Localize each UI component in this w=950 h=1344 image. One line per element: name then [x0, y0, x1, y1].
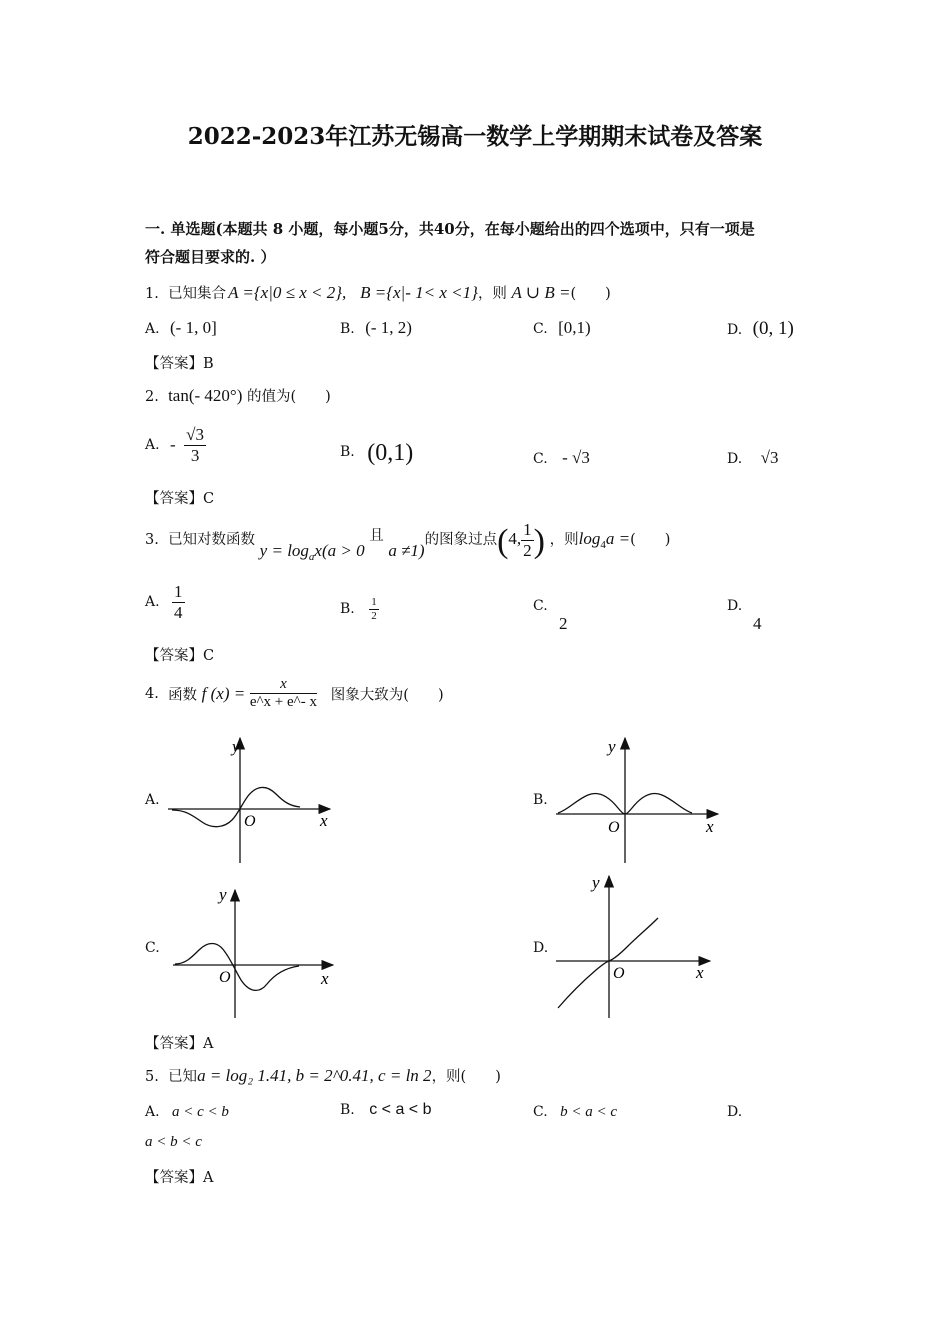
- section-header-cont: 符合题目要求的. ）: [145, 248, 276, 266]
- q4-option-b-label: B.: [533, 792, 548, 808]
- q3-answer: 【答案】C: [145, 648, 215, 664]
- q2-option-b: B. (0,1): [340, 440, 414, 466]
- q1-option-c: C. [0,1): [533, 318, 591, 337]
- question-5: 5. 已知a = log₂ 1.41, b = 2^0.41, c = ln 2，则( ): [145, 1066, 501, 1085]
- x-label: x: [696, 963, 704, 982]
- question-2: 2. tan(- 420°) 的值为( ): [145, 386, 331, 405]
- y-label: y: [219, 885, 227, 904]
- q5-answer: 【答案】A: [145, 1170, 214, 1186]
- y-label: y: [232, 737, 240, 756]
- y-label: y: [592, 873, 600, 892]
- q5-option-b: B. c < a < b: [340, 1101, 432, 1118]
- q4-graph-b: [548, 730, 728, 865]
- q2-option-c: C. - √3: [533, 448, 590, 467]
- q2-option-d: D. √3: [727, 448, 779, 467]
- origin-label: O: [608, 819, 620, 836]
- q5-option-d: a < b < c: [145, 1134, 202, 1150]
- x-label: x: [321, 969, 329, 988]
- q5-option-d-label: D.: [727, 1104, 743, 1120]
- q5-option-c: C. b < a < c: [533, 1104, 618, 1120]
- origin-label: O: [244, 813, 256, 830]
- q5-option-a: A. a < c < b: [145, 1104, 229, 1120]
- q3-option-c: C. 2: [533, 598, 568, 633]
- curve: [558, 918, 658, 1008]
- q4-option-d-label: D.: [533, 940, 549, 956]
- q4-graph-a: [160, 730, 340, 865]
- q2-answer: 【答案】C: [145, 491, 215, 507]
- question-1: 1. 已知集合 A ={x|0 ≤ x < 2}, B ={x|- 1< x <1}，则 A ∪ B =( ): [145, 283, 611, 302]
- q1-option-a: A. (- 1, 0]: [145, 318, 217, 337]
- q2-option-a: A. - $\frac{√3}{3}$: [145, 425, 204, 465]
- origin-label: O: [219, 969, 231, 986]
- origin-label: O: [613, 965, 625, 982]
- q4-option-c-label: C.: [145, 940, 160, 956]
- page-title: 2022-2023年江苏无锡高一数学上学期期末试卷及答案: [187, 123, 763, 150]
- section-header: 一. 单选题(本题共 8 小题，每小题5分，共40分，在每小题给出的四个选项中，只有一项是: [145, 220, 755, 238]
- x-label: x: [320, 811, 328, 830]
- curve: [172, 787, 300, 826]
- q4-answer: 【答案】A: [145, 1036, 214, 1052]
- q4-option-a-label: A.: [145, 792, 160, 808]
- q4-graph-d: [550, 868, 730, 1020]
- q4-graph-c: [165, 880, 345, 1020]
- q1-answer: 【答案】B: [145, 356, 214, 372]
- x-label: x: [706, 817, 714, 836]
- q3-option-b: B. $\frac{1}{2}$: [340, 596, 377, 622]
- q1-option-b: B. (- 1, 2): [340, 318, 412, 337]
- q3-option-d: D. 4: [727, 598, 762, 633]
- question-4: 4. 函数 f (x) = $\frac{x}{e\^{}x + e\^{}- x}$ 图象大致为( ): [145, 676, 444, 711]
- y-label: y: [608, 737, 616, 756]
- q3-option-a: A. $\frac{1}{4}$: [145, 582, 183, 622]
- curve: [175, 944, 299, 991]
- q1-option-d: D. (0, 1): [727, 318, 794, 339]
- question-3: 3. 已知对数函数 $y = \log_ax(a > 0$ 且 a ≠1)的图象过点(4, $\frac{1}{2}$ ) ，则$\log_4a$ =( ): [145, 520, 671, 564]
